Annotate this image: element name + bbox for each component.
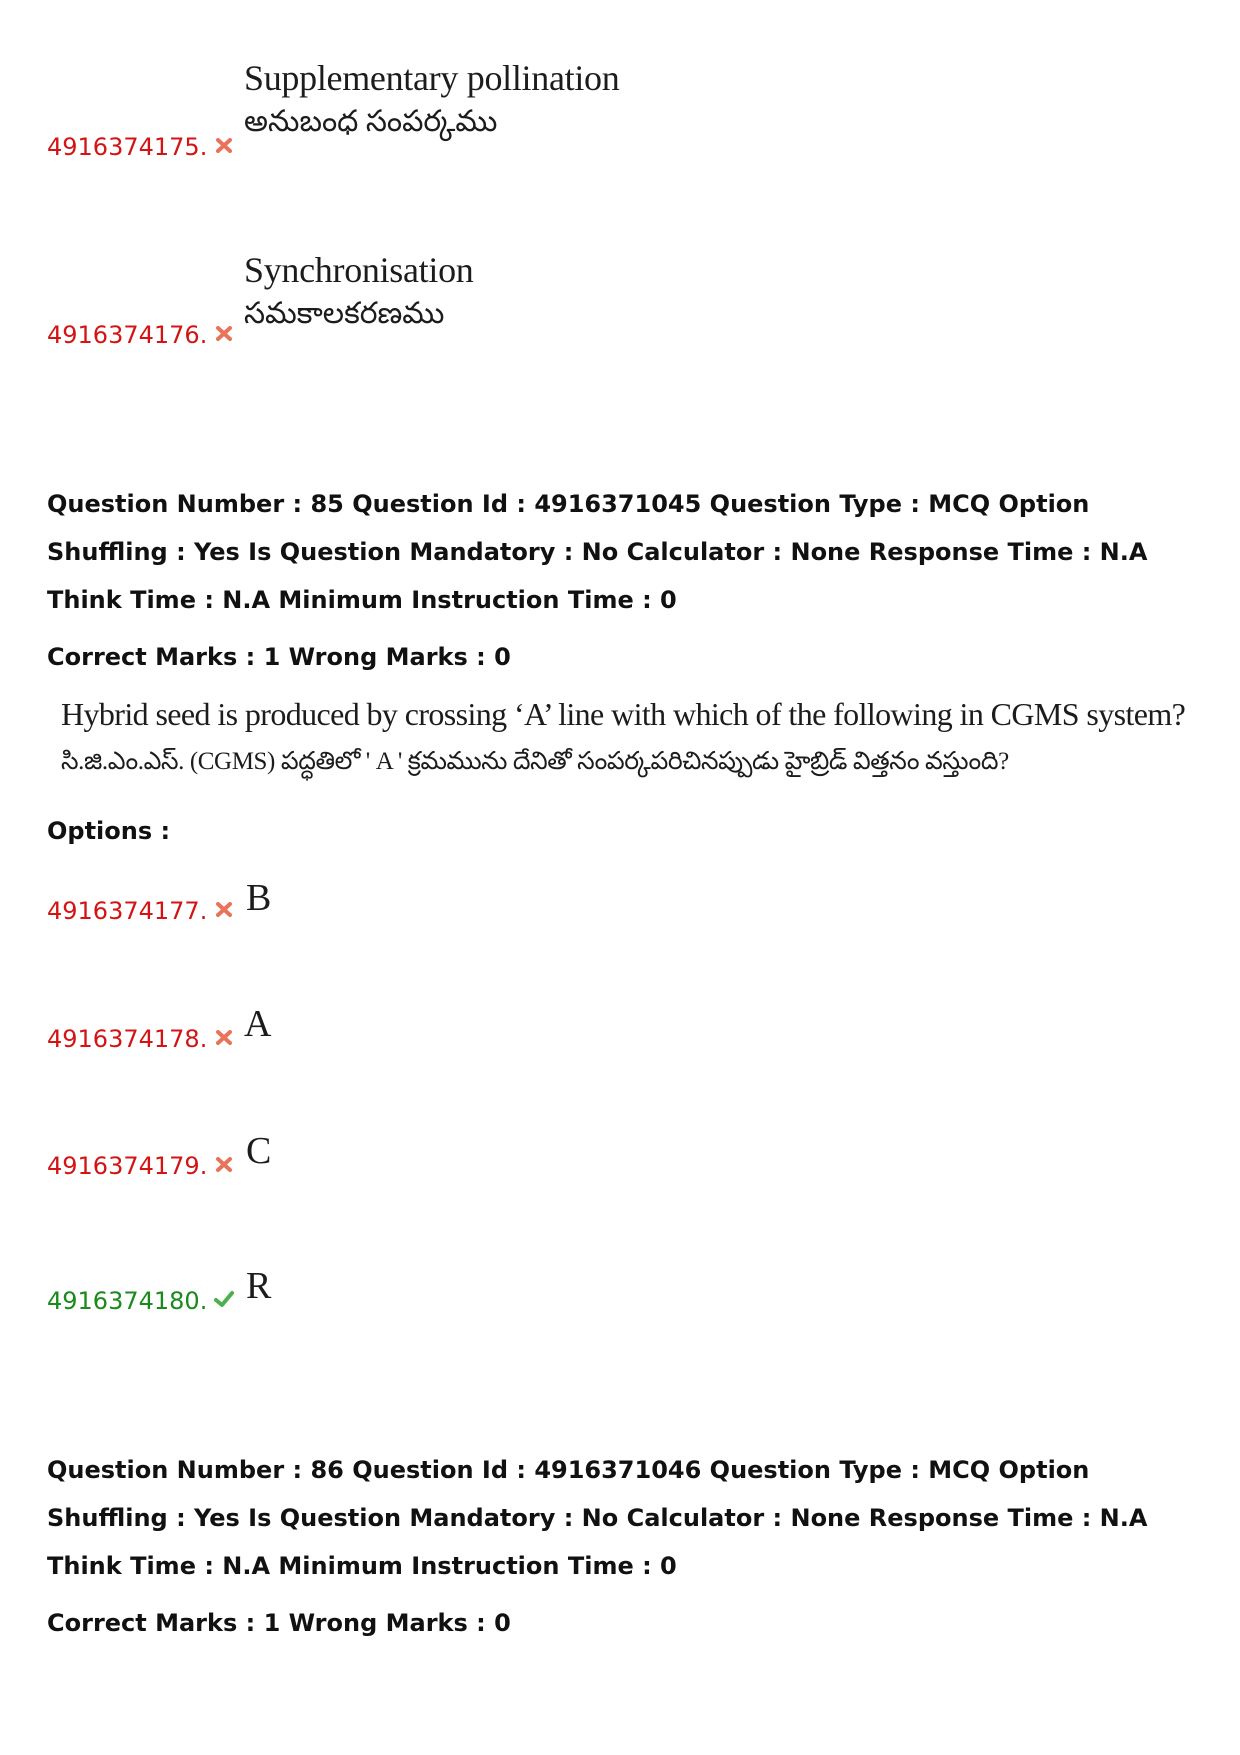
option-id xyxy=(47,896,235,926)
option-image-text-en: Supplementary pollination xyxy=(244,58,620,98)
option-row xyxy=(0,1266,1240,1326)
option-image-text: A xyxy=(244,1003,272,1045)
cross-icon xyxy=(213,134,235,156)
option-id xyxy=(47,132,235,162)
option-image-text: C xyxy=(246,1130,272,1172)
option-id-label: 4916374175. xyxy=(47,133,208,161)
cross-icon xyxy=(213,898,235,920)
question-meta: Question Number : 85 Question Id : 4916371045 Question Type : MCQ Option Shuffling : Yes Is Question Mandatory : No Calculator : None Response Time : N.A Think Time : N.A Minimum Instruction Time : 0 xyxy=(47,490,1148,614)
option-id xyxy=(47,1024,235,1054)
option-row xyxy=(0,876,1240,936)
cross-icon xyxy=(213,1026,235,1048)
options-label: Options : xyxy=(47,817,171,845)
option-image-text: R xyxy=(246,1265,272,1307)
option-id-label: 4916374177. xyxy=(47,897,208,925)
option-id-label: 4916374180. xyxy=(47,1287,208,1315)
question-text-en: Hybrid seed is produced by crossing ‘A’ line with which of the following in CGMS system? xyxy=(61,696,1186,732)
question-meta: Question Number : 86 Question Id : 4916371046 Question Type : MCQ Option Shuffling : Yes Is Question Mandatory : No Calculator : None Response Time : N.A Think Time : N.A Minimum Instruction Time : 0 xyxy=(47,1456,1148,1580)
option-row xyxy=(0,1131,1240,1191)
option-image-text: B xyxy=(246,877,272,919)
check-icon xyxy=(213,1288,235,1310)
option-image-text-te: అనుబంధ సంపర్కము xyxy=(244,105,498,138)
question-marks: Correct Marks : 1 Wrong Marks : 0 xyxy=(47,643,511,671)
option-id xyxy=(47,320,235,350)
option-row xyxy=(0,1004,1240,1064)
cross-icon xyxy=(213,322,235,344)
question-marks: Correct Marks : 1 Wrong Marks : 0 xyxy=(47,1609,511,1637)
question-text-te: సి.జి.ఎం.ఎస్. (CGMS) పద్ధతిలో ' A ' క్రమమును దేనితో సంపర్కపరిచినప్పుడు హైబ్రిడ్ విత్తనం వస్తుంది? xyxy=(61,748,1009,775)
option-image-text-te: సమకాలకరణము xyxy=(244,297,445,330)
option-id xyxy=(47,1151,235,1181)
option-row xyxy=(0,50,1240,160)
option-id-label: 4916374176. xyxy=(47,321,208,349)
option-id xyxy=(47,1286,235,1316)
option-id-label: 4916374179. xyxy=(47,1152,208,1180)
option-image-text-en: Synchronisation xyxy=(244,250,474,290)
option-row xyxy=(0,242,1240,352)
option-id-label: 4916374178. xyxy=(47,1025,208,1053)
cross-icon xyxy=(213,1153,235,1175)
